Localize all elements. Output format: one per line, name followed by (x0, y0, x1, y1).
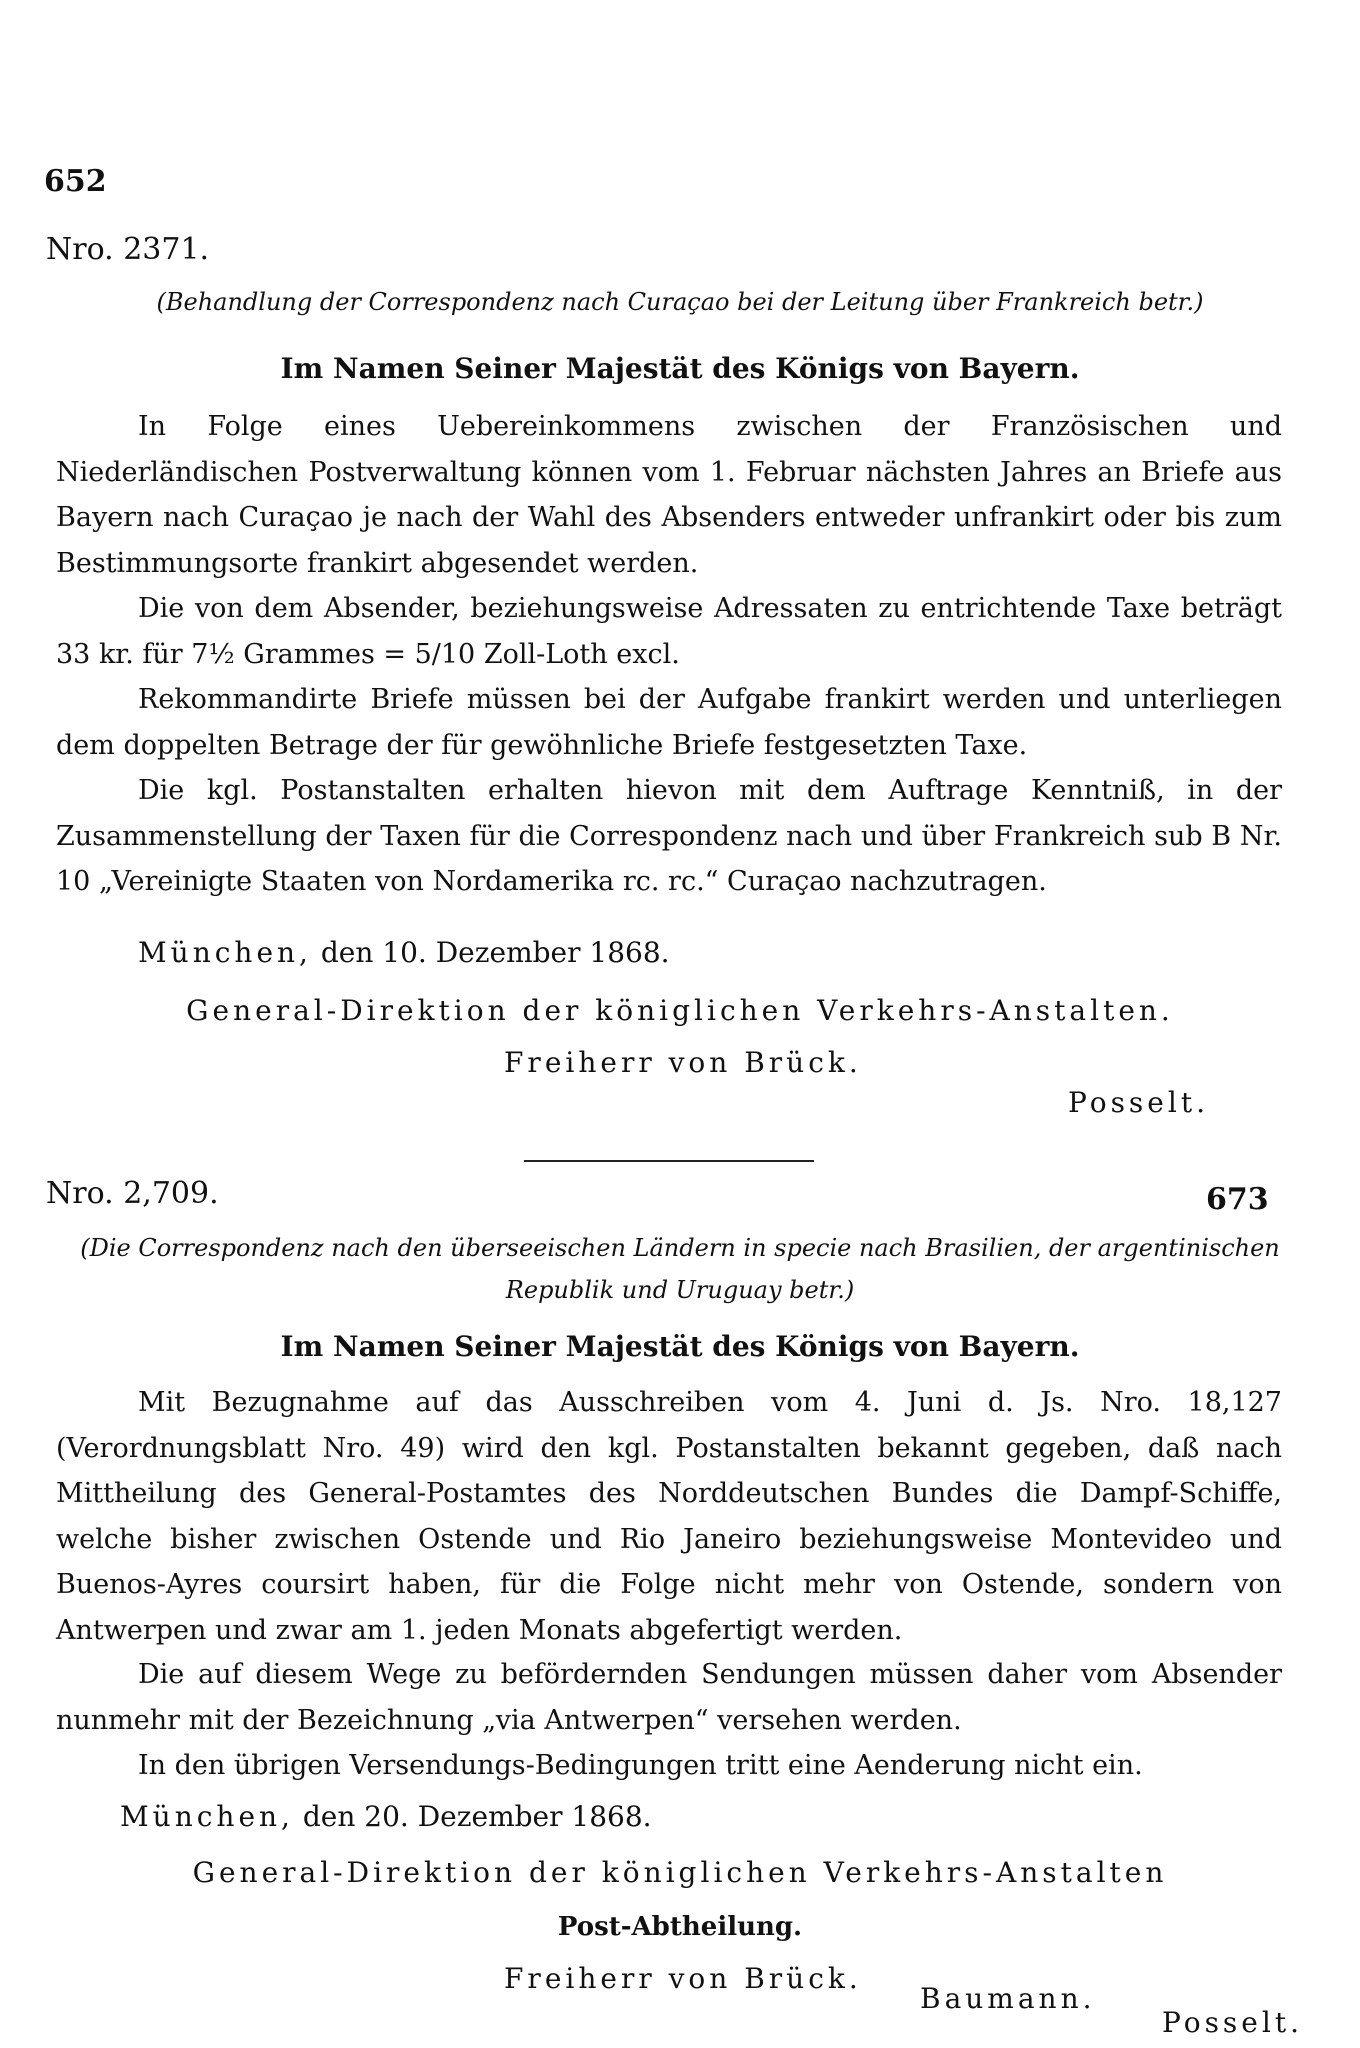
decree2-paragraph-2: Die auf diesem Wege zu befördernden Sendungen müssen daher vom Absender nunmehr mit der Bezeichnung „via Antwerpen“ versehen werden. (56, 1659, 1282, 1736)
decree2-reference-number: 673 (1206, 1182, 1269, 1217)
decree1-heading: Im Namen Seiner Majestät des Königs von Bayern. (280, 352, 1080, 385)
decree2-division: Post-Abtheilung. (557, 1912, 803, 1942)
decree2-date-city: München, (120, 1800, 294, 1833)
decree1-paragraph-3: Rekommandirte Briefe müssen bei der Aufgabe frankirt werden und unterliegen dem doppelten Betrage der für gewöhnliche Briefe festgesetzten Taxe. (56, 684, 1282, 761)
decree1-signer-secondary: Posselt. (1068, 1086, 1209, 1119)
decree2-paragraph-1: Mit Bezugnahme auf das Ausschreiben vom 4. Juni d. Js. Nro. 18,127 (Verordnungsblatt Nro. 49) wird den kgl. Postanstalten bekannt gegeben, daß nach Mittheilung des General-Postamtes des Norddeutschen Bundes die Dampf-Schiffe, welche bisher zwischen Ostende und Rio Janeiro beziehungsweise Montevideo und Buenos-Ayres coursirt haben, für die Folge nicht mehr von Ostende, sondern von Antwerpen und zwar am 1. jeden Monats abgefertigt werden. (56, 1387, 1282, 1646)
decree2-signer-main: Freiherr von Brück. (504, 1962, 862, 1995)
decree2-number: Nro. 2,709. (46, 1176, 219, 1211)
decree1-paragraph-4: Die kgl. Postanstalten erhalten hievon mit dem Auftrage Kenntniß, in der Zusammenstellung der Taxen für die Correspondenz nach und über Frankreich sub B Nr. 10 „Vereinigte Staaten von Nordamerika rc. rc.“ Curaçao nachzutragen. (56, 775, 1282, 897)
decree2-date (120, 1800, 652, 1833)
decree2-subject-line-1: (Die Correspondenz nach den überseeischen Ländern in specie nach Brasilien, der argentinischen (80, 1234, 1280, 1262)
decree1-paragraph-1: In Folge eines Uebereinkommens zwischen der Französischen und Niederländischen Postverwaltung können vom 1. Februar nächsten Jahres an Briefe aus Bayern nach Curaçao je nach der Wahl des Absenders entweder unfrankirt oder bis zum Bestimmungsorte frankirt abgesendet werden. (56, 411, 1282, 579)
page-number: 652 (44, 164, 107, 199)
decree1-date-city: München, (138, 936, 312, 969)
decree2-signer-secondary: Baumann. (920, 1982, 1096, 2015)
decree1-paragraph-2: Die von dem Absender, beziehungsweise Adressaten zu entrichtende Taxe beträgt 33 kr. für 7½ Grammes = 5/10 Zoll-Loth excl. (56, 593, 1282, 670)
decree1-date-rest: den 10. Dezember 1868. (320, 936, 670, 969)
decree1-number: Nro. 2371. (46, 232, 210, 267)
decree2-paragraph-3: In den übrigen Versendungs-Bedingungen tritt eine Aenderung nicht ein. (138, 1750, 1143, 1781)
decree2-signer-tertiary: Posselt. (1162, 2006, 1303, 2039)
decree2-date-rest: den 20. Dezember 1868. (302, 1800, 652, 1833)
decree1-authority: General-Direktion der königlichen Verkehrs-Anstalten. (186, 994, 1174, 1027)
decree2-authority: General-Direktion der königlichen Verkehrs-Anstalten (192, 1856, 1168, 1889)
decree1-date (138, 936, 670, 969)
decree2-heading: Im Namen Seiner Majestät des Königs von Bayern. (280, 1330, 1080, 1363)
decree1-subject: (Behandlung der Correspondenz nach Curaçao bei der Leitung über Frankreich betr.) (156, 288, 1204, 316)
decree1-signer-main: Freiherr von Brück. (504, 1046, 862, 1079)
section-divider (524, 1160, 814, 1162)
decree2-subject-line-2: Republik und Uruguay betr.) (505, 1276, 855, 1304)
